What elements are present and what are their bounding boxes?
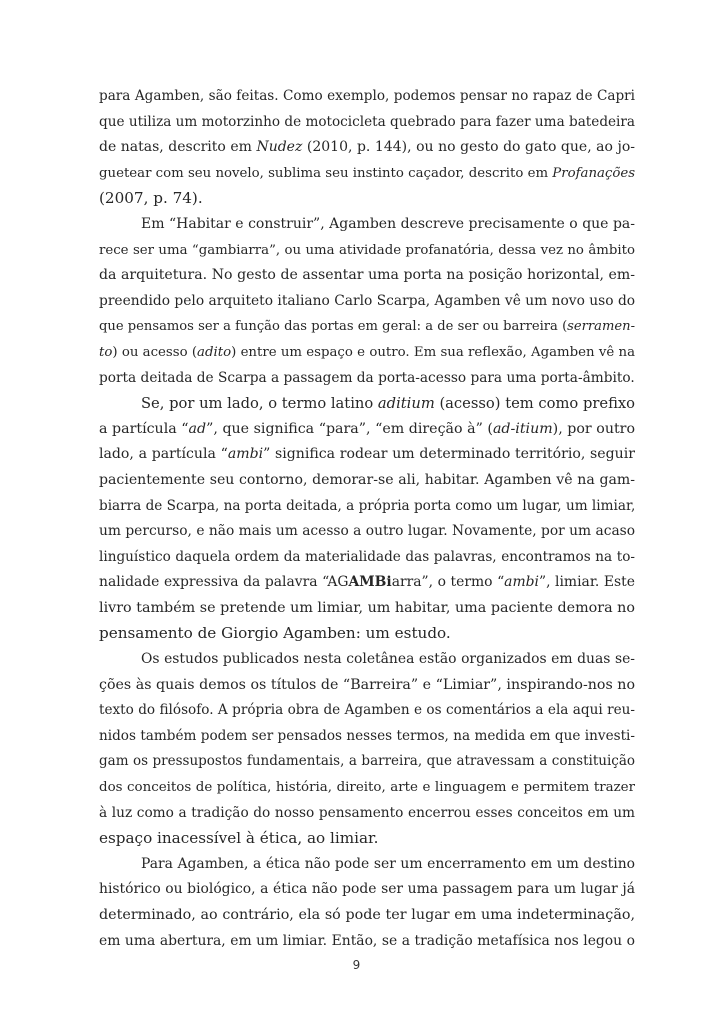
text-segment: Em “Habitar e construir”, Agamben descreve precisamente o que pa-: [141, 215, 635, 232]
text-segment: (acesso) tem como prefixo: [434, 395, 635, 413]
italic-text: Nudez: [256, 139, 303, 156]
text-line: [99, 647, 635, 673]
text-line: [99, 366, 635, 392]
text-segment: ”, que significa “para”, “em direção à” (: [206, 420, 493, 437]
text-line: [99, 570, 635, 596]
text-segment: de natas, descrito em: [99, 139, 257, 156]
text-line: [99, 212, 635, 238]
text-segment: biarra de Scarpa, na porta deitada, a própria porta como um lugar, um limiar,: [99, 497, 635, 514]
text-segment: à luz como a tradição do nosso pensamento encerrou esses conceitos em um: [99, 804, 635, 821]
body-text: [99, 84, 635, 954]
text-line: [99, 238, 635, 264]
text-segment: dos conceitos de política, história, direito, arte e linguagem e permitem trazer: [99, 780, 635, 796]
text-segment: para Agamben, são feitas. Como exemplo, podemos pensar no rapaz de Capri: [99, 88, 635, 104]
text-segment: (2010, p. 144), ou no gesto do gato que, ao jo-: [302, 139, 635, 156]
text-line: [99, 852, 635, 878]
text-line: [99, 698, 635, 724]
text-line: [99, 186, 635, 212]
text-segment: Se, por um lado, o termo latino: [141, 395, 378, 413]
text-line: [99, 84, 635, 110]
text-line: [99, 519, 635, 545]
text-line: [99, 468, 635, 494]
text-line: [99, 314, 635, 340]
italic-text: serramen-: [567, 319, 635, 335]
text-segment: nidos também podem ser pensados nesses termos, na medida em que investi-: [99, 727, 635, 744]
text-segment: a partícula “: [99, 420, 189, 437]
text-line: [99, 340, 635, 366]
text-segment: ”, limiar. Este: [538, 574, 635, 591]
text-segment: ), por outro: [552, 420, 635, 437]
bold-text: AMBi: [348, 574, 392, 591]
text-segment: ções às quais demos os títulos de “Barreira” e “Limiar”, inspirando-nos no: [99, 676, 635, 693]
text-segment: texto do filósofo. A própria obra de Agamben e os comentários a ela aqui reu-: [99, 702, 635, 719]
text-segment: guetear com seu novelo, sublima seu instinto caçador, descrito em: [99, 165, 553, 181]
text-line: [99, 161, 635, 187]
text-segment: histórico ou biológico, a ética não pode ser uma passagem para um lugar já: [99, 881, 635, 898]
text-segment: determinado, ao contrário, ela só pode ter lugar em uma indeterminação,: [99, 907, 635, 923]
text-segment: porta deitada de Scarpa a passagem da porta-acesso para uma porta-âmbito.: [99, 369, 635, 386]
text-segment: um percurso, e não mais um acesso a outro lugar. Novamente, por um acaso: [99, 523, 635, 540]
text-line: [99, 442, 635, 468]
text-line: [99, 673, 635, 699]
text-line: [99, 724, 635, 750]
text-segment: preendido pelo arquiteto italiano Carlo Scarpa, Agamben vê um novo uso do: [99, 292, 635, 309]
text-segment: ” significa rodear um determinado território, seguir: [263, 446, 635, 463]
italic-text: ad: [188, 420, 207, 437]
text-segment: ) ou acesso (: [112, 344, 198, 360]
italic-text: aditium: [377, 395, 435, 413]
italic-text: ambi: [504, 574, 539, 591]
text-segment: linguístico daquela ordem da materialidade das palavras, encontramos na to-: [99, 548, 635, 565]
text-segment: nalidade expressiva da palavra “AG: [99, 574, 349, 591]
text-segment: arra”, o termo “: [391, 574, 505, 591]
italic-text: to: [99, 344, 113, 360]
text-segment: espaço inacessível à ética, ao limiar.: [99, 829, 379, 848]
text-segment: pacientemente seu contorno, demorar-se ali, habitar. Agamben vê na gam-: [99, 471, 635, 488]
text-line: [99, 494, 635, 520]
italic-text: adito: [197, 344, 232, 360]
text-segment: em uma abertura, em um limiar. Então, se a tradição metafísica nos legou o: [99, 932, 635, 949]
italic-text: Profanações: [552, 165, 635, 181]
text-segment: lado, a partícula “: [99, 446, 228, 463]
text-line: [99, 289, 635, 315]
text-line: [99, 775, 635, 801]
text-line: [99, 263, 635, 289]
text-segment: ) entre um espaço e outro. Em sua reflexão, Agamben vê na: [231, 344, 635, 360]
text-segment: rece ser uma “gambiarra”, ou uma atividade profanatória, dessa vez no âmbito: [99, 242, 635, 258]
page-number: 9: [352, 958, 361, 972]
text-line: [99, 903, 635, 929]
text-segment: Os estudos publicados nesta coletânea estão organizados em duas se-: [141, 651, 635, 668]
italic-text: ad-itium: [492, 420, 553, 437]
text-line: [99, 417, 635, 443]
text-segment: da arquitetura. No gesto de assentar uma porta na posição horizontal, em-: [99, 267, 635, 284]
text-line: [99, 826, 635, 852]
text-segment: (2007, p. 74).: [99, 189, 203, 208]
text-line: [99, 749, 635, 775]
text-segment: pensamento de Giorgio Agamben: um estudo.: [99, 624, 451, 643]
text-line: [99, 545, 635, 571]
text-segment: gam os pressupostos fundamentais, a barreira, que atravessam a constituição: [99, 753, 635, 770]
text-segment: Para Agamben, a ética não pode ser um encerramento em um destino: [141, 855, 635, 872]
text-line: [99, 110, 635, 136]
text-line: [99, 801, 635, 827]
text-line: [99, 929, 635, 955]
text-line: [99, 135, 635, 161]
text-segment: que utiliza um motorzinho de motocicleta quebrado para fazer uma batedeira: [99, 113, 635, 130]
italic-text: ambi: [227, 446, 264, 463]
text-line: [99, 596, 635, 622]
text-line: [99, 391, 635, 417]
text-line: [99, 877, 635, 903]
text-segment: que pensamos ser a função das portas em geral: a de ser ou barreira (: [99, 319, 568, 335]
text-line: [99, 621, 635, 647]
text-segment: livro também se pretende um limiar, um habitar, uma paciente demora no: [99, 599, 635, 616]
